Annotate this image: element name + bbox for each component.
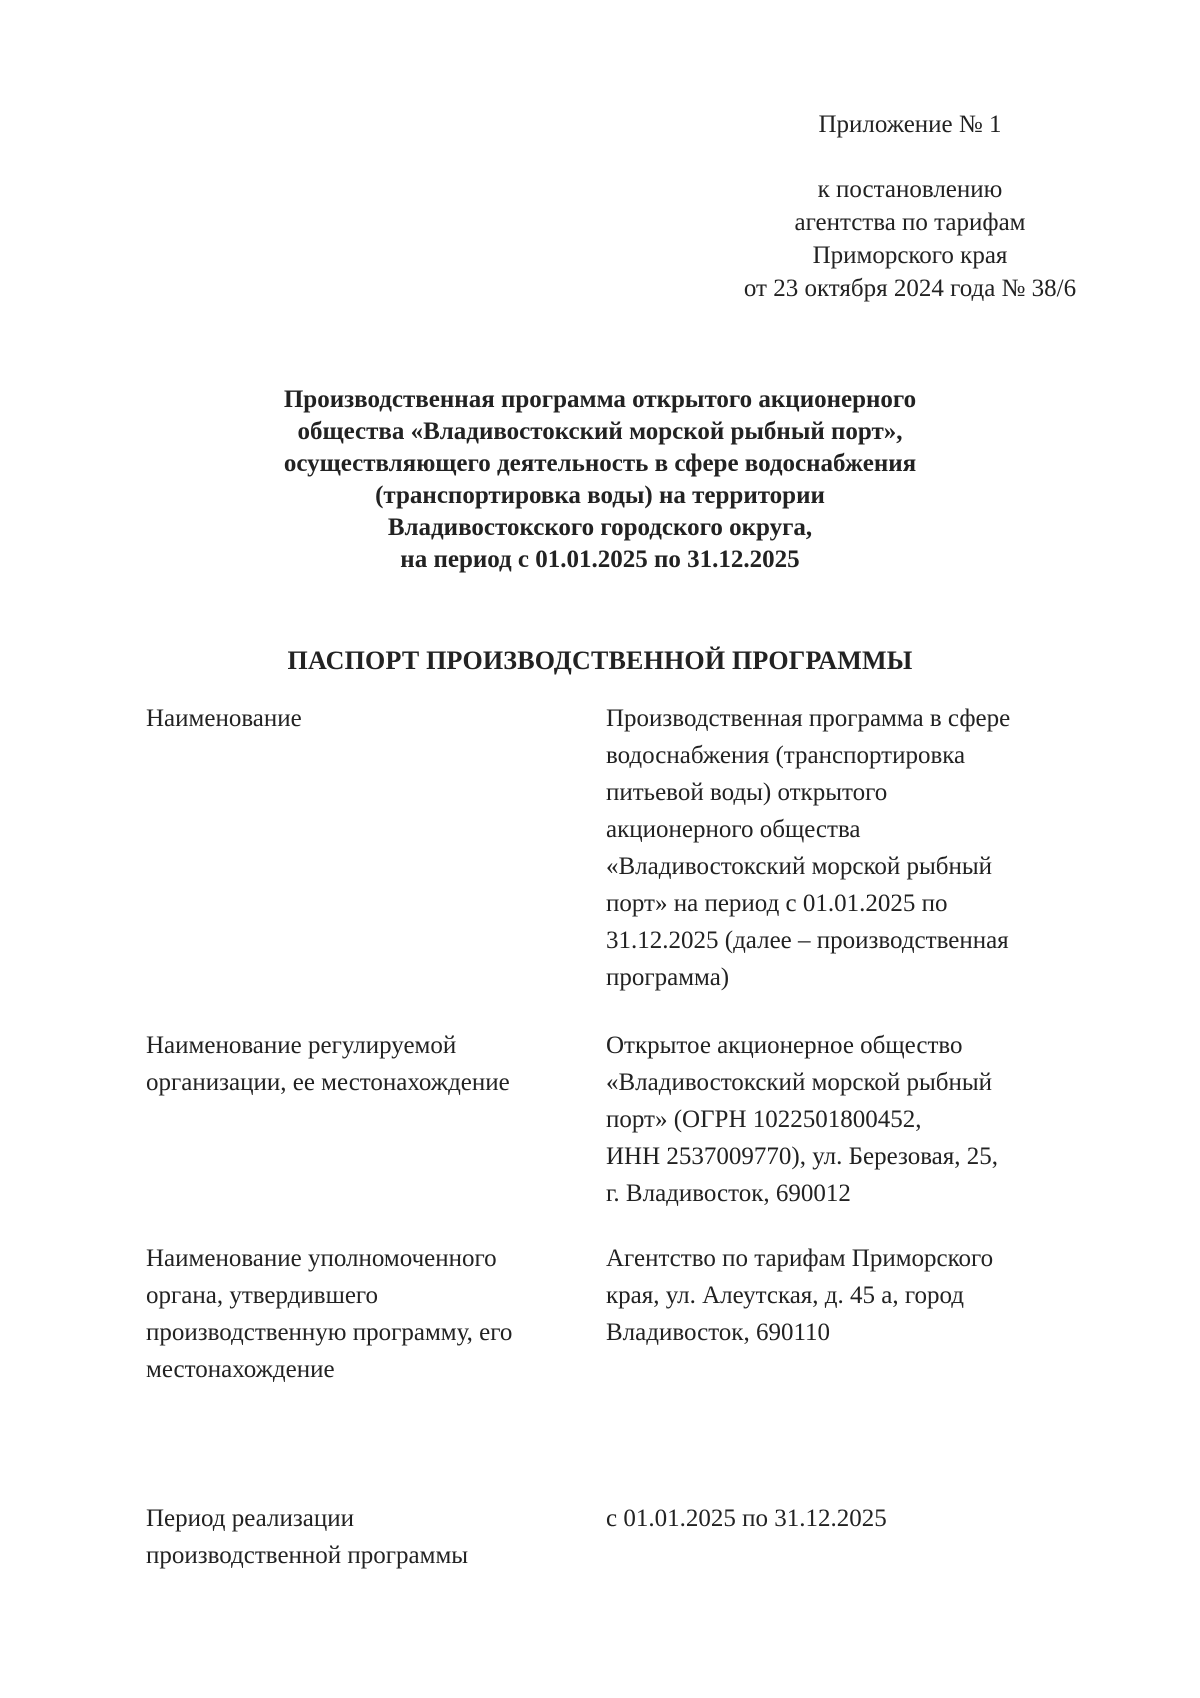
value-line: «Владивостокский морской рыбный xyxy=(606,853,993,880)
title-line: Производственная программа открытого акционерного xyxy=(283,386,917,413)
row-value xyxy=(606,1027,1086,1212)
label-line: местонахождение xyxy=(146,1356,335,1383)
value-line: Открытое акционерное общество xyxy=(606,1032,963,1059)
title-line: на период с 01.01.2025 по 31.12.2025 xyxy=(400,546,800,573)
value-line: с 01.01.2025 по 31.12.2025 xyxy=(606,1505,887,1532)
row-value xyxy=(606,1500,1086,1537)
value-line: края, ул. Алеутская, д. 45 а, город xyxy=(606,1282,965,1309)
annex-line: агентства по тарифам xyxy=(794,209,1026,236)
annex-line: к постановлению xyxy=(817,176,1003,203)
annex-line: Приморского края xyxy=(812,242,1008,269)
passport-heading: ПАСПОРТ ПРОИЗВОДСТВЕННОЙ ПРОГРАММЫ xyxy=(287,646,913,675)
value-line: акционерного общества xyxy=(606,816,861,843)
label-line: органа, утвердившего xyxy=(146,1282,379,1309)
value-line: водоснабжения (транспортировка xyxy=(606,742,966,769)
annex-line: от 23 октября 2024 года № 38/6 xyxy=(743,275,1077,302)
label-line: Период реализации xyxy=(146,1505,354,1532)
value-line: Агентство по тарифам Приморского xyxy=(606,1245,994,1272)
value-line: «Владивостокский морской рыбный xyxy=(606,1069,993,1096)
label-line: производственной программы xyxy=(146,1542,469,1569)
value-line: порт» (ОГРН 1022501800452, xyxy=(606,1106,922,1133)
title-line: осуществляющего деятельность в сфере водоснабжения xyxy=(283,450,917,477)
value-line: Владивосток, 690110 xyxy=(606,1319,831,1346)
title-line: Владивостокского городского округа, xyxy=(387,514,813,541)
value-line: порт» на период с 01.01.2025 по xyxy=(606,890,948,917)
title-line: (транспортировка воды) на территории xyxy=(375,482,825,509)
title-line: общества «Владивостокский морской рыбный порт», xyxy=(297,418,903,445)
value-line: ИНН 2537009770), ул. Березовая, 25, xyxy=(606,1143,999,1170)
row-label xyxy=(146,1027,586,1101)
value-line: программа) xyxy=(606,964,730,991)
value-line: 31.12.2025 (далее – производственная xyxy=(606,927,1009,954)
row-value xyxy=(606,700,1086,996)
row-value xyxy=(606,1240,1086,1351)
value-line: питьевой воды) открытого xyxy=(606,779,888,806)
label-line: Наименование регулируемой xyxy=(146,1032,457,1059)
annex-block xyxy=(700,108,1120,305)
row-label xyxy=(146,1500,586,1574)
value-line: Производственная программа в сфере xyxy=(606,705,1011,732)
row-label xyxy=(146,700,586,737)
value-line: г. Владивосток, 690012 xyxy=(606,1180,851,1207)
label-line: организации, ее местонахождение xyxy=(146,1069,510,1096)
label-line: Наименование уполномоченного xyxy=(146,1245,497,1272)
label-line: производственную программу, его xyxy=(146,1319,513,1346)
program-title xyxy=(220,384,980,576)
label-line: Наименование xyxy=(146,705,302,732)
row-label xyxy=(146,1240,586,1388)
annex-number: Приложение № 1 xyxy=(818,111,1002,138)
